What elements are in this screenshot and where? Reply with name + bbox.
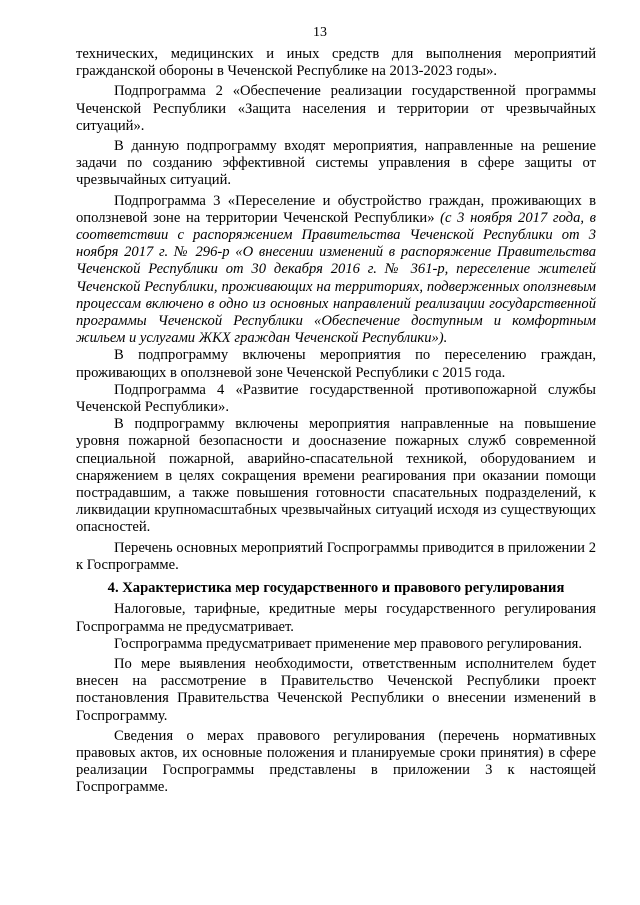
paragraph-tax-measures: Налоговые, тарифные, кредитные меры государственного регулирования Госпрограмма не предусматривает. [76,601,596,635]
paragraph-subprogram-2: Подпрограмма 2 «Обеспечение реализации государственной программы Чеченской Республики «Защита населения и территории от чрезвычайных ситуаций». [76,83,596,134]
paragraph-subprogram-4-measures: В подпрограмму включены мероприятия направленные на повышение уровня пожарной безопасности и доосназение пожарных служб современной специальной пожарной, аварийно-спасательной техникой, оборудованием и снаряжением в целях сокращения времени реагирования при оказании помощи пострадавшим, а также повышения готовности спасательных подразделений, к ликвидации крупномасштабных чрезвычайных ситуаций исходя из существующих опасностей. [76,416,596,536]
paragraph-subprogram-3-measures: В подпрограмму включены мероприятия по переселению граждан, проживающих в оползневой зоне Чеченской Республики с 2015 года. [76,347,596,381]
page-number: 13 [313,25,327,40]
paragraph-main-measures-list: Перечень основных мероприятий Госпрограммы приводится в приложении 2 к Госпрограмме. [76,539,596,573]
paragraph-subprogram-2-measures: В данную подпрограмму входят мероприятия, направленные на решение задачи по созданию эффективной системы управления в сфере защиты от чрезвычайных ситуаций. [76,138,596,189]
section-heading: 4. Характеристика мер государственного и правового регулирования [107,580,565,597]
subprogram-3-note: (с 3 ноября 2017 года, в соответствии с распоряжением Правительства Чеченской Республики от 3 ноября 2017 г. № 296-р «О внесении изменений в распоряжение Правительства Чеченской Республики от 30 декабря 2016 г. № 361-р, переселение жителей Чеченской Республики, проживающих на территориях, подверженных оползневым процессам включено в одно из основных направлений реализации государственной программы Чеченской Республики «Обеспечение доступным и комфортным жильем и услугами ЖКХ граждан Чеченской Республики»). [76,209,596,347]
document-body [76,46,596,797]
paragraph-subprogram-3 [76,193,596,348]
paragraph-subprogram-4: Подпрограмма 4 «Развитие государственной противопожарной службы Чеченской Республики». [76,381,596,416]
subprogram-3-title: Подпрограмма 3 «Переселение и обустройство граждан, проживающих в оползневой зоне на территории Чеченской Республики» [76,192,596,226]
paragraph-amendments: По мере выявления необходимости, ответственным исполнителем будет внесен на рассмотрение в Правительство Чеченской Республики проект постановления Правительства Чеченской Республики о внесении изменений в Госпрограмму. [76,655,596,724]
paragraph-gov-defense-end: технических, медицинских и иных средств для выполнения мероприятий гражданской обороны в Чеченской Республике на 2013-2023 годы». [76,46,596,80]
paragraph-legal-acts-info: Сведения о мерах правового регулирования (перечень нормативных правовых актов, их основные положения и планируемые сроки принятия) в сфере реализации Госпрограммы представлены в приложении 3 к настоящей Госпрограмме. [76,727,596,796]
paragraph-legal-regulation: Госпрограмма предусматривает применение мер правового регулирования. [114,635,583,652]
